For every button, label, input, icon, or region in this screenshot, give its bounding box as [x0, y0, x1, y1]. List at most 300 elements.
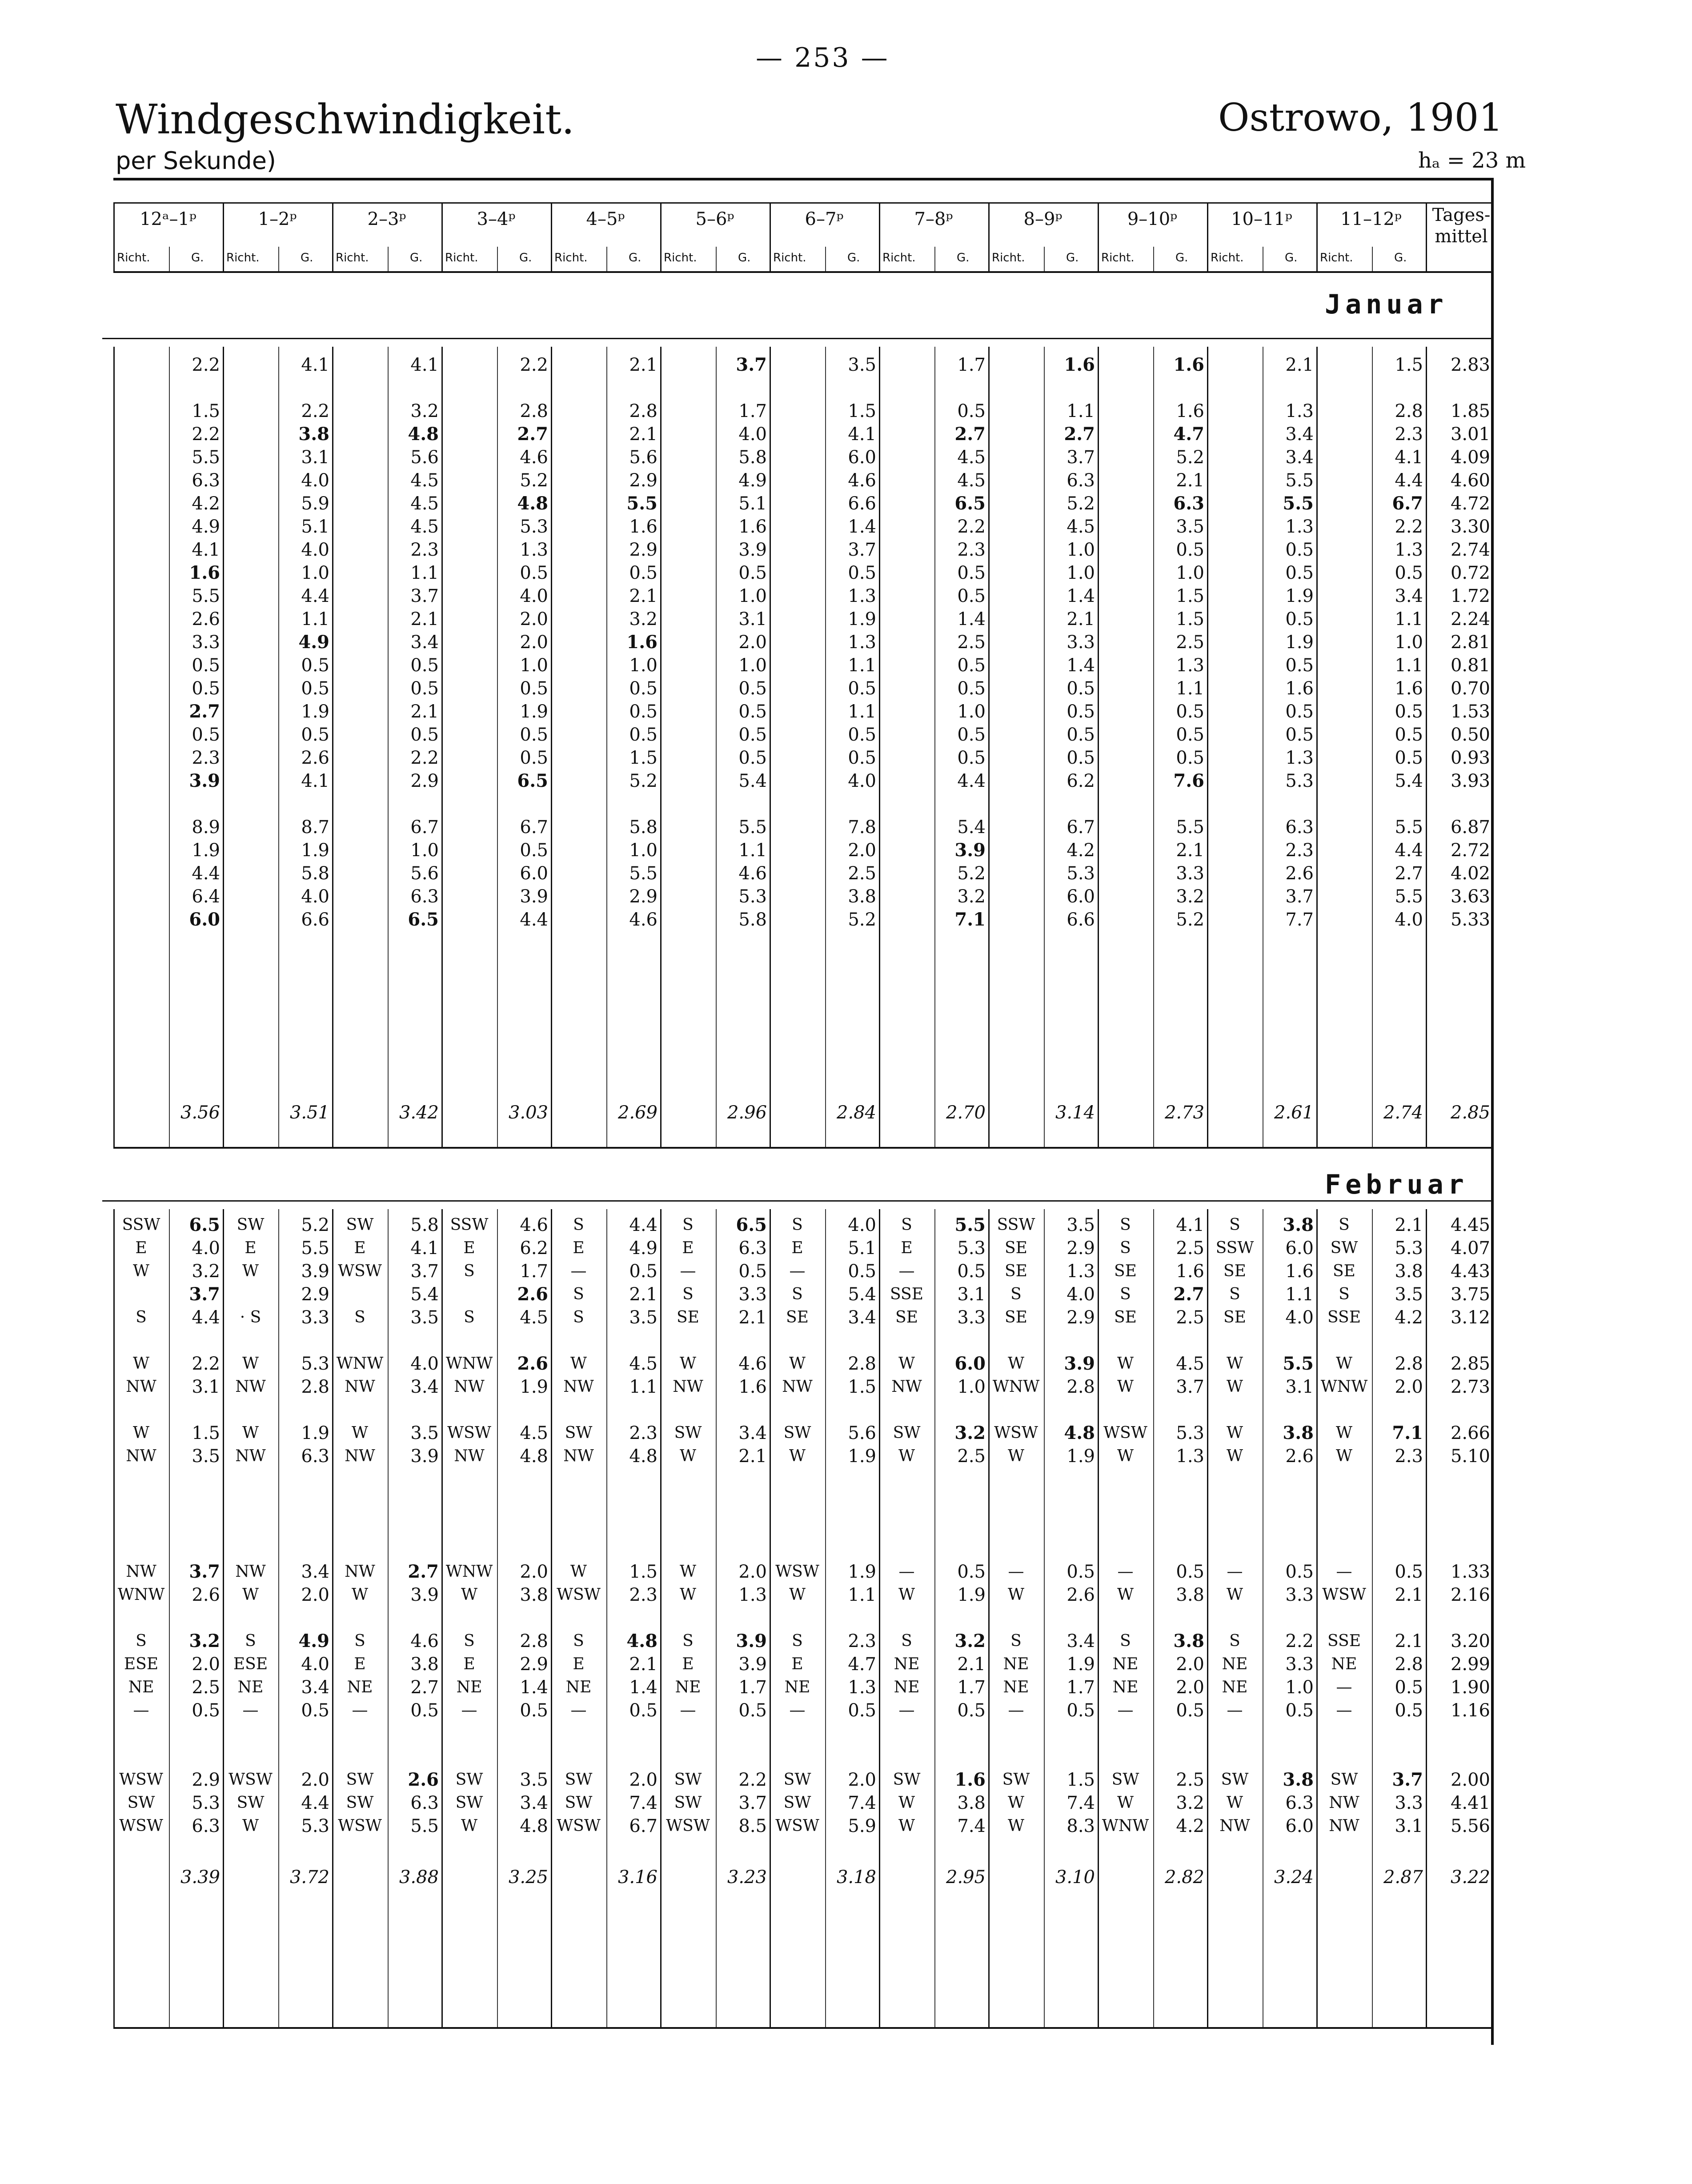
g-value: 4.0	[301, 540, 329, 560]
g-value: 2.3	[192, 748, 220, 768]
g-value: 6.7	[520, 817, 548, 838]
g-value: 0.5	[1176, 748, 1204, 768]
station-title: Ostrowo, 1901	[1218, 96, 1504, 140]
col-divider	[332, 347, 333, 1147]
g-value: 0.5	[957, 563, 986, 583]
g-value: 4.5	[1176, 1354, 1204, 1374]
g-value: 2.6	[192, 609, 220, 629]
g-value: 2.5	[957, 632, 986, 653]
g-value: 0.5	[1067, 1562, 1095, 1582]
g-column-10	[1155, 353, 1204, 931]
g-value: 4.8	[629, 1446, 658, 1467]
mean-value-6: 3.23	[727, 1867, 767, 1887]
g-value: 4.9	[738, 470, 767, 491]
richt-column-7: S E — S SE W NW SW W WSW W S E NE — SW SW WSW	[775, 1216, 819, 1835]
g-value: 0.5	[1395, 725, 1423, 745]
g-value: 4.1	[1395, 447, 1423, 468]
g-value: 7.7	[1285, 910, 1314, 930]
g-value: 0.5	[410, 725, 439, 745]
mean-value-7: 3.18	[836, 1867, 876, 1887]
g-value: 4.0	[848, 771, 876, 791]
header-col-divider	[441, 202, 443, 271]
g-value: 2.5	[1176, 1307, 1204, 1328]
g-value: 2.7	[1395, 863, 1423, 884]
g-value: 1.1	[629, 1377, 658, 1397]
g-value: 3.2	[189, 1631, 220, 1651]
g-value: 1.7	[520, 1261, 548, 1282]
g-value: 2.0	[1176, 1677, 1204, 1698]
col-divider	[770, 347, 771, 1147]
g-value: 2.5	[848, 863, 876, 884]
g-value: 3.8	[1283, 1769, 1314, 1790]
g-value: 2.9	[629, 886, 658, 907]
g-value: 2.0	[301, 1585, 329, 1605]
mean-value-12: 2.74	[1383, 1102, 1423, 1123]
g-value: 1.9	[848, 1562, 876, 1582]
section-bottom-rule	[113, 2027, 1494, 2029]
g-value: 2.3	[848, 1631, 876, 1651]
sub-divider	[934, 1209, 935, 2027]
g-value: 1.0	[1395, 632, 1423, 653]
g-value: 2.2	[1285, 1631, 1314, 1651]
richt-column-10: S S SE S SE W W WSW W — W S NE NE — SW W WNW	[1102, 1216, 1149, 1835]
g-value: 0.5	[629, 1700, 658, 1721]
richt-column-4: SSW E S S WNW NW WSW NW WNW W S E NE — SW SW W	[445, 1216, 493, 1835]
header-col-divider	[770, 202, 771, 271]
g-value: 2.8	[629, 401, 658, 421]
g-value: 2.2	[192, 355, 220, 375]
g-value: 1.9	[848, 609, 876, 629]
g-value: 5.4	[848, 1284, 876, 1305]
g-value: 0.5	[192, 725, 220, 745]
mean-value-5: 2.69	[617, 1102, 658, 1123]
g-value: 7.1	[954, 909, 986, 930]
g-value: 1.6	[1173, 354, 1204, 375]
header-hour-8: 7–8ᵖ	[914, 209, 953, 229]
g-value: 1.6	[1285, 678, 1314, 699]
g-value: 0.5	[957, 725, 986, 745]
g-value: 0.5	[1285, 609, 1314, 629]
header-g: G.	[738, 251, 751, 264]
header-richt: Richt.	[992, 251, 1025, 264]
g-value: 2.5	[957, 1446, 986, 1467]
g-value: 4.4	[1395, 840, 1423, 861]
g-value: 2.2	[738, 1770, 767, 1790]
g-value: 3.7	[738, 1793, 767, 1813]
g-value: 0.5	[520, 678, 548, 699]
g-value: 5.6	[410, 863, 439, 884]
g-value: 4.4	[192, 1307, 220, 1328]
header-g: G.	[629, 251, 642, 264]
g-value: 3.7	[189, 1284, 220, 1305]
g-column-9	[1046, 1214, 1095, 1838]
header-hour-12: 11–12ᵖ	[1340, 209, 1402, 229]
g-value: 1.0	[629, 655, 658, 676]
page-subtitle: per Sekunde)	[116, 147, 276, 175]
header-col-divider	[988, 202, 990, 271]
g-value: 0.5	[848, 748, 876, 768]
header-sub-divider	[716, 247, 717, 271]
g-value: 2.8	[848, 1354, 876, 1374]
g-value: 2.1	[629, 424, 658, 445]
g-value: 6.3	[301, 1446, 329, 1467]
g-value: 1.0	[738, 586, 767, 606]
g-value: 2.1	[1176, 840, 1204, 861]
g-value: 1.4	[1067, 586, 1095, 606]
g-value: 3.9	[410, 1585, 439, 1605]
g-value: 0.5	[1395, 748, 1423, 768]
g-value: 3.4	[301, 1677, 329, 1698]
g-value: 1.9	[520, 1377, 548, 1397]
g-value: 4.8	[1064, 1423, 1095, 1443]
header-richt: Richt.	[773, 251, 806, 264]
g-value: 5.3	[1067, 863, 1095, 884]
g-value: 2.9	[410, 771, 439, 791]
g-value: 1.9	[301, 701, 329, 722]
g-value: 4.9	[629, 1238, 658, 1258]
g-value: 3.7	[410, 586, 439, 606]
g-value: 1.7	[1067, 1677, 1095, 1698]
g-value: 4.1	[301, 355, 329, 375]
g-value: 2.2	[410, 748, 439, 768]
g-value: 6.6	[301, 910, 329, 930]
g-value: 7.4	[1067, 1793, 1095, 1813]
g-value: 3.7	[410, 1261, 439, 1282]
g-value: 2.9	[520, 1654, 548, 1675]
g-value: 6.2	[520, 1238, 548, 1258]
g-value: 4.6	[848, 470, 876, 491]
g-value: 4.9	[298, 632, 329, 653]
header-col-divider	[551, 202, 552, 271]
g-value: 4.6	[738, 863, 767, 884]
richt-column-3: SW E WSW S WNW NW W NW NW W S E NE — SW SW WSW	[336, 1216, 384, 1835]
g-value: 3.8	[410, 1654, 439, 1675]
g-value: 6.6	[848, 493, 876, 514]
g-column-8	[937, 353, 986, 931]
g-value: 1.9	[1285, 586, 1314, 606]
g-value: 4.0	[848, 1215, 876, 1235]
g-value: 2.1	[629, 355, 658, 375]
g-value: 4.0	[301, 1654, 329, 1675]
g-value: 8.5	[738, 1816, 767, 1836]
g-value: 4.4	[629, 1215, 658, 1235]
g-value: 2.0	[1176, 1654, 1204, 1675]
g-value: 3.4	[1285, 424, 1314, 445]
g-value: 1.0	[957, 1377, 986, 1397]
g-value: 5.5	[192, 586, 220, 606]
col-divider	[1426, 347, 1427, 1147]
g-value: 2.6	[517, 1284, 548, 1305]
g-column-10	[1155, 1214, 1204, 1838]
header-sub-divider	[497, 247, 498, 271]
g-value: 2.0	[520, 1562, 548, 1582]
g-value: 2.1	[629, 1654, 658, 1675]
header-sub-divider	[1153, 247, 1154, 271]
header-richt: Richt.	[1320, 251, 1353, 264]
g-value: 1.9	[957, 1585, 986, 1605]
col-divider	[441, 347, 443, 1147]
g-value: 1.4	[848, 517, 876, 537]
g-value: 4.4	[957, 771, 986, 791]
header-sub-divider	[169, 247, 170, 271]
g-value: 0.5	[738, 701, 767, 722]
g-value: 0.5	[957, 1261, 986, 1282]
g-value: 0.5	[1176, 540, 1204, 560]
g-value: 1.9	[192, 840, 220, 861]
g-value: 2.0	[738, 1562, 767, 1582]
g-value: 0.5	[848, 1700, 876, 1721]
g-value: 1.7	[738, 401, 767, 421]
sub-divider	[825, 347, 826, 1147]
g-value: 0.5	[738, 1261, 767, 1282]
g-value: 2.7	[1173, 1284, 1204, 1305]
header-hour-9: 8–9ᵖ	[1023, 209, 1063, 229]
col-divider	[1316, 347, 1318, 1147]
g-value: 0.5	[301, 678, 329, 699]
header-hour-7: 6–7ᵖ	[805, 209, 844, 229]
g-value: 0.5	[848, 725, 876, 745]
g-value: 2.3	[629, 1585, 658, 1605]
g-value: 5.3	[738, 886, 767, 907]
g-value: 5.1	[301, 517, 329, 537]
g-value: 1.9	[848, 1446, 876, 1467]
g-value: 5.2	[1067, 493, 1095, 514]
g-value: 2.5	[1176, 632, 1204, 653]
g-value: 4.6	[410, 1631, 439, 1651]
g-value: 5.3	[192, 1793, 220, 1813]
header-col-divider	[879, 202, 880, 271]
g-value: 4.8	[520, 1816, 548, 1836]
g-value: 7.4	[957, 1816, 986, 1836]
g-value: 1.6	[626, 632, 658, 653]
g-value: 0.5	[1067, 725, 1095, 745]
g-value: 4.5	[1067, 517, 1095, 537]
g-value: 3.5	[1395, 1284, 1423, 1305]
g-value: 1.6	[738, 517, 767, 537]
col-divider	[223, 347, 224, 1147]
sub-divider	[1372, 1209, 1373, 2027]
g-value: 1.0	[1285, 1677, 1314, 1698]
g-value: 3.3	[1285, 1585, 1314, 1605]
g-value: 3.9	[520, 886, 548, 907]
g-value: 1.1	[1395, 609, 1423, 629]
header-col-divider	[660, 202, 662, 271]
g-value: 0.5	[1067, 701, 1095, 722]
g-value: 3.7	[1067, 447, 1095, 468]
g-value: 4.1	[192, 540, 220, 560]
g-value: 4.4	[301, 586, 329, 606]
header-g: G.	[1394, 251, 1407, 264]
sub-divider	[169, 347, 170, 1147]
richt-column-1: SSW E W S W NW W NW NW WNW S ESE NE — WSW SW WSW	[117, 1216, 165, 1835]
g-value: 3.9	[738, 1654, 767, 1675]
g-value: 0.5	[520, 563, 548, 583]
g-value: 2.1	[1285, 355, 1314, 375]
g-value: 0.5	[1285, 540, 1314, 560]
g-value: 4.7	[848, 1654, 876, 1675]
g-column-5	[609, 353, 658, 931]
g-value: 7.4	[848, 1793, 876, 1813]
header-g: G.	[410, 251, 423, 264]
g-value: 1.7	[957, 1677, 986, 1698]
header-sub-divider	[388, 247, 389, 271]
g-value: 1.3	[1176, 1446, 1204, 1467]
g-value: 2.3	[957, 540, 986, 560]
mean-value-4: 3.25	[508, 1867, 548, 1887]
header-richt: Richt.	[882, 251, 916, 264]
g-value: 2.9	[301, 1284, 329, 1305]
g-value: 1.1	[848, 655, 876, 676]
g-value: 1.4	[520, 1677, 548, 1698]
g-value: 6.5	[954, 493, 986, 514]
g-value: 3.3	[1395, 1793, 1423, 1813]
g-value: 6.0	[1067, 886, 1095, 907]
g-value: 4.0	[1285, 1307, 1314, 1328]
g-value: 1.6	[738, 1377, 767, 1397]
g-value: 1.1	[301, 609, 329, 629]
g-value: 3.5	[410, 1423, 439, 1443]
mean-value-10: 2.73	[1164, 1102, 1204, 1123]
g-value: 1.3	[1285, 748, 1314, 768]
g-value: 6.7	[1392, 493, 1423, 514]
header-col-divider	[1098, 202, 1099, 271]
g-value: 5.5	[1176, 817, 1204, 838]
g-value: 0.5	[1285, 1562, 1314, 1582]
g-value: 1.0	[1176, 563, 1204, 583]
g-column-3	[390, 1214, 439, 1838]
g-value: 1.1	[1176, 678, 1204, 699]
g-value: 4.5	[410, 517, 439, 537]
sub-divider	[1044, 347, 1045, 1147]
header-col-divider	[1316, 202, 1318, 271]
g-value: 0.5	[301, 1700, 329, 1721]
month-label-januar: Januar	[1325, 289, 1448, 320]
g-value: 2.1	[1067, 609, 1095, 629]
header-g: G.	[1066, 251, 1079, 264]
g-value: 3.5	[1067, 1215, 1095, 1235]
g-value: 4.1	[410, 1238, 439, 1258]
richt-column-11: S SSW SE S SE W W W W — W S NE NE — SW W NW	[1215, 1216, 1254, 1835]
g-value: 0.5	[1285, 655, 1314, 676]
g-value: 3.8	[1173, 1631, 1204, 1651]
g-value: 1.3	[848, 586, 876, 606]
g-column-3	[390, 353, 439, 931]
g-value: 6.3	[410, 1793, 439, 1813]
g-value: 5.8	[629, 817, 658, 838]
g-value: 5.5	[1285, 470, 1314, 491]
g-value: 0.5	[192, 678, 220, 699]
g-value: 6.3	[410, 886, 439, 907]
g-value: 2.3	[410, 540, 439, 560]
g-value: 0.5	[1395, 1677, 1423, 1698]
g-value: 5.6	[629, 447, 658, 468]
header-richt: Richt.	[1211, 251, 1244, 264]
g-value: 5.1	[738, 493, 767, 514]
g-value: 1.3	[738, 1585, 767, 1605]
g-value: 6.2	[1067, 771, 1095, 791]
g-value: 4.0	[1067, 1284, 1095, 1305]
sub-divider	[497, 347, 498, 1147]
g-value: 1.1	[1067, 401, 1095, 421]
g-value: 0.5	[1285, 1700, 1314, 1721]
g-value: 5.2	[957, 863, 986, 884]
g-value: 0.5	[1285, 563, 1314, 583]
header-sub-divider	[1372, 247, 1373, 271]
g-value: 5.4	[1395, 771, 1423, 791]
g-column-8	[937, 1214, 986, 1838]
g-value: 4.1	[410, 355, 439, 375]
g-value: 5.3	[1395, 1238, 1423, 1258]
g-value: 1.5	[1067, 1770, 1095, 1790]
g-value: 3.4	[301, 1562, 329, 1582]
mean-value-1: 3.56	[180, 1102, 220, 1123]
g-value: 4.2	[1176, 1816, 1204, 1836]
g-value: 2.0	[629, 1770, 658, 1790]
g-value: 4.0	[301, 470, 329, 491]
g-value: 2.1	[738, 1307, 767, 1328]
g-value: 1.6	[954, 1769, 986, 1790]
g-value: 8.7	[301, 817, 329, 838]
g-value: 0.5	[629, 678, 658, 699]
g-value: 3.8	[1283, 1423, 1314, 1443]
g-value: 0.5	[301, 725, 329, 745]
g-value: 0.5	[957, 678, 986, 699]
g-value: 3.1	[1285, 1377, 1314, 1397]
g-value: 4.5	[957, 447, 986, 468]
g-value: 4.9	[192, 517, 220, 537]
header-richt: Richt.	[117, 251, 150, 264]
g-value: 3.9	[738, 540, 767, 560]
g-value: 3.4	[1067, 1631, 1095, 1651]
g-value: 4.2	[192, 493, 220, 514]
richt-column-12: S SW SE S SSE W WNW W W — WSW SSE NE — — SW NW NW	[1320, 1216, 1368, 1835]
g-value: 4.8	[520, 1446, 548, 1467]
g-value: 5.5	[1283, 1353, 1314, 1374]
header-top-rule	[113, 202, 1494, 204]
table-right-edge	[1492, 271, 1494, 2045]
g-value: 5.2	[301, 1215, 329, 1235]
g-value: 5.3	[1176, 1423, 1204, 1443]
g-value: 0.5	[1395, 1700, 1423, 1721]
g-value: 2.7	[410, 1677, 439, 1698]
g-value: 3.2	[192, 1261, 220, 1282]
g-value: 2.0	[848, 1770, 876, 1790]
g-value: 4.5	[410, 493, 439, 514]
g-value: 3.8	[520, 1585, 548, 1605]
g-value: 6.7	[1067, 817, 1095, 838]
g-value: 3.5	[848, 355, 876, 375]
g-value: 0.5	[410, 1700, 439, 1721]
g-value: 4.1	[1176, 1215, 1204, 1235]
header-g: G.	[519, 251, 532, 264]
g-value: 5.8	[410, 1215, 439, 1235]
g-value: 2.2	[192, 424, 220, 445]
mean-value-2: 3.51	[289, 1102, 329, 1123]
tagesmittel-column: 4.45 4.07 4.43 3.75 3.12 2.85 2.73 2.66 5.10 1.33 2.16 3.20 2.99 1.90 1.16 2.00 4.41 5.56	[1450, 1215, 1490, 1836]
g-value: 3.3	[738, 1284, 767, 1305]
g-value: 3.5	[192, 1446, 220, 1467]
g-value: 5.4	[738, 771, 767, 791]
g-value: 4.5	[410, 470, 439, 491]
g-value: 1.3	[1285, 517, 1314, 537]
g-value: 5.2	[848, 910, 876, 930]
g-value: 0.5	[1067, 748, 1095, 768]
tagesmittel-mean: 2.85	[1450, 1102, 1490, 1123]
g-value: 4.0	[520, 586, 548, 606]
g-value: 2.1	[1395, 1585, 1423, 1605]
header-hour-2: 1–2ᵖ	[258, 209, 297, 229]
g-value: 2.8	[1395, 1654, 1423, 1675]
